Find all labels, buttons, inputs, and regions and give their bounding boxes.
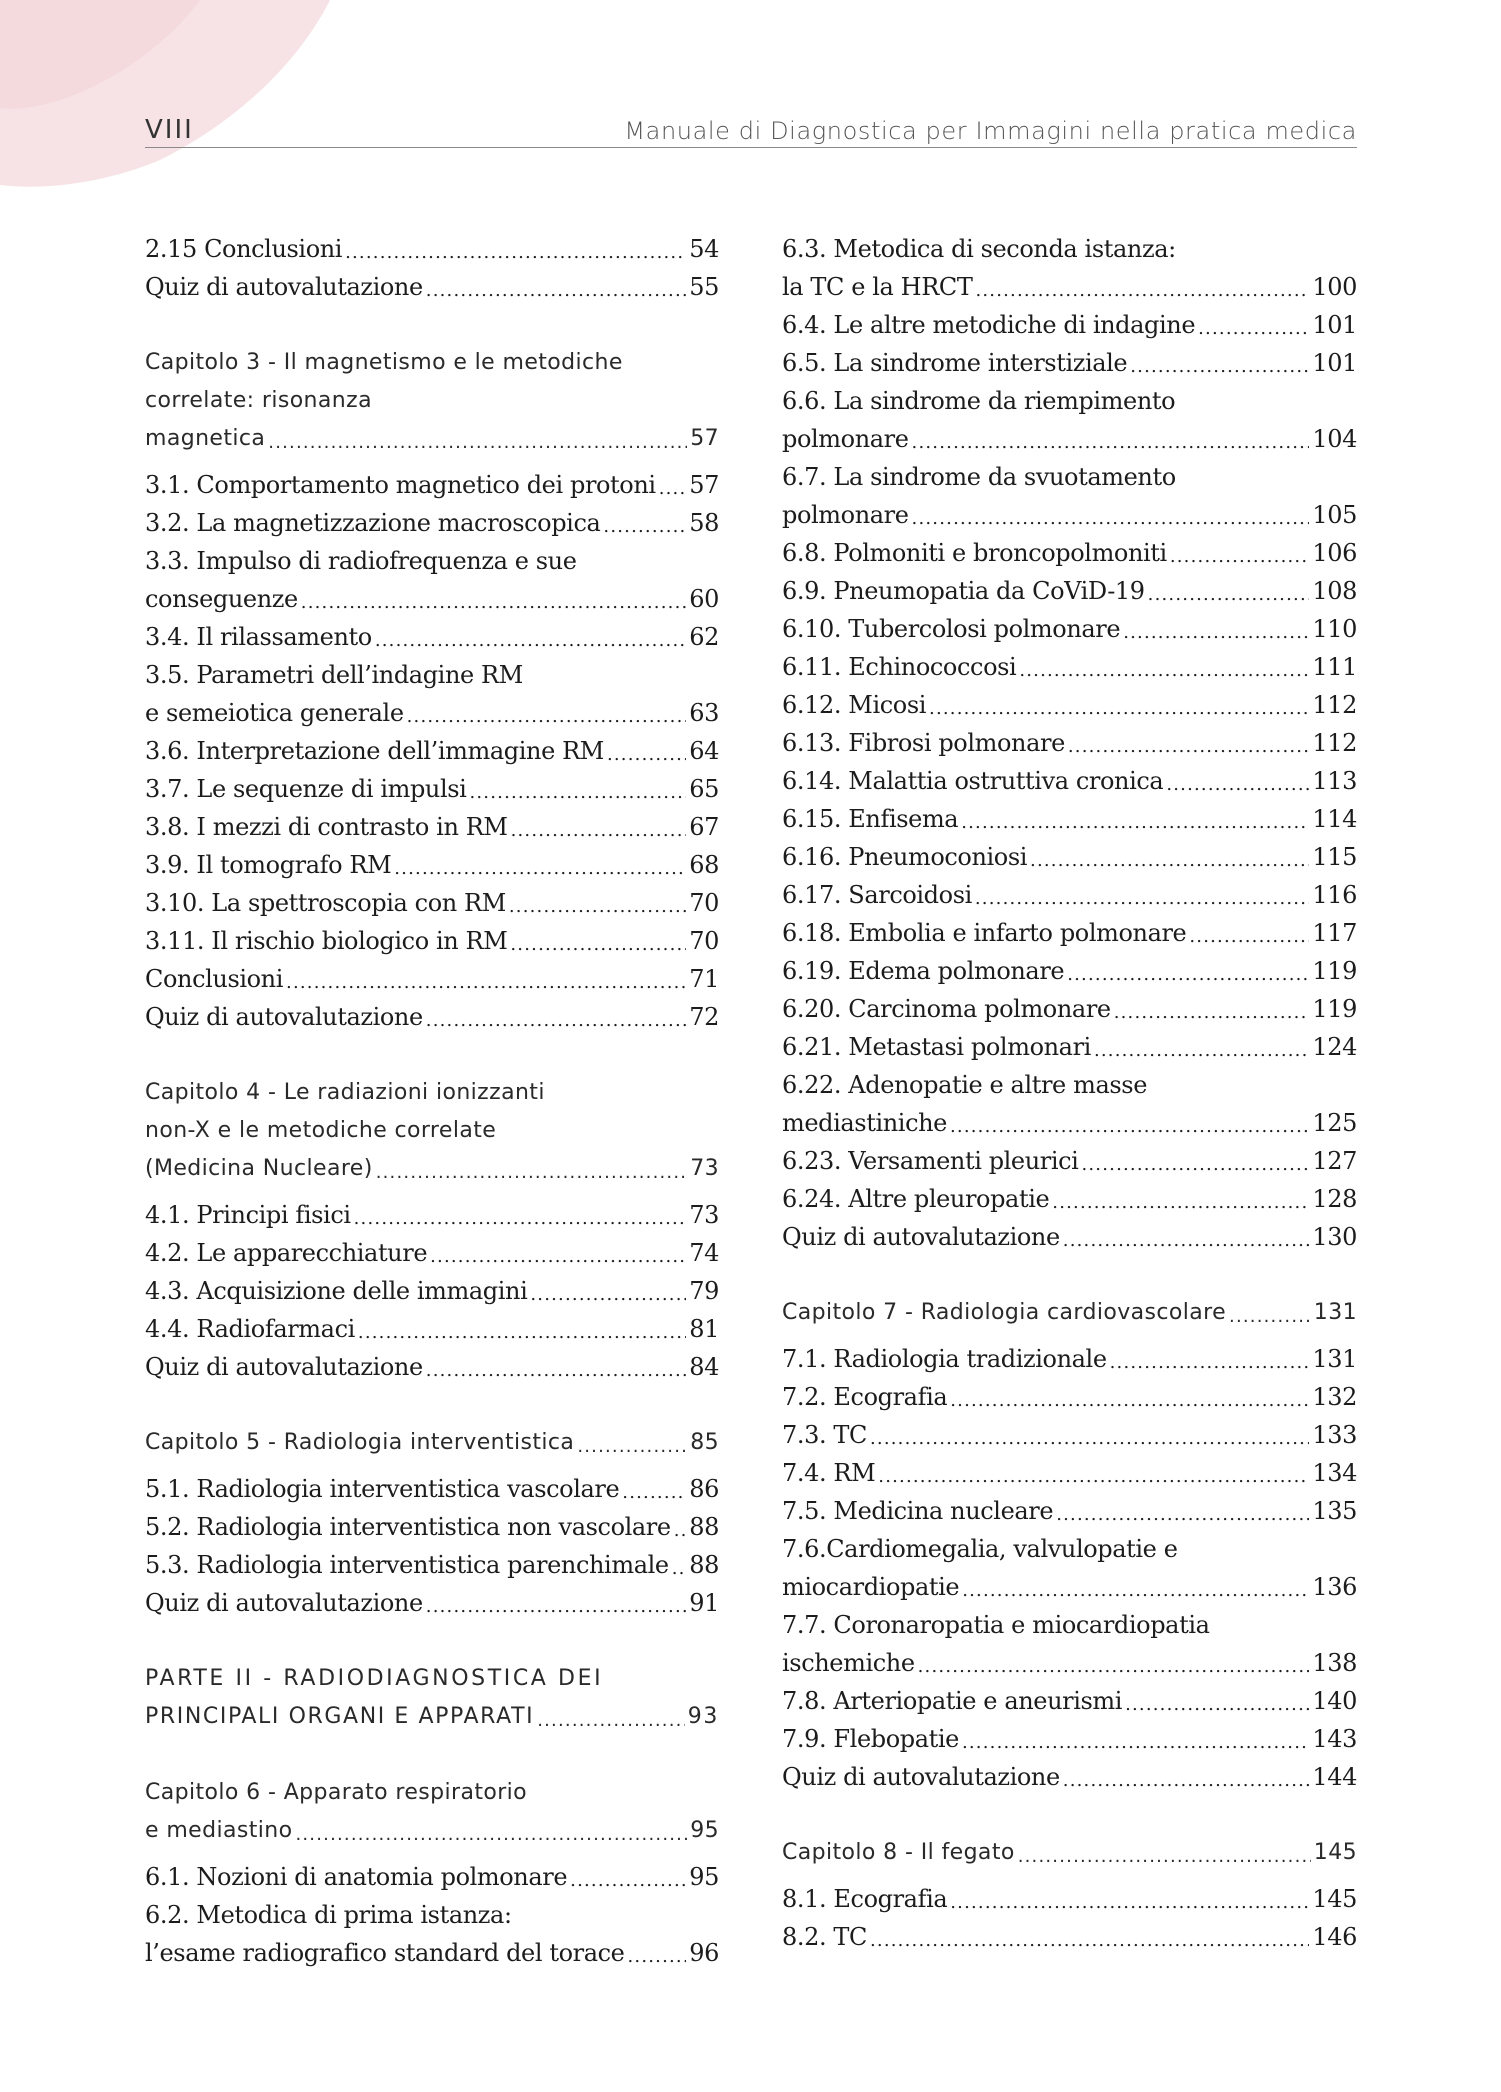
toc-entry: e semeiotica generale ..... 63 [145, 694, 719, 732]
toc-entry: 6.18. Embolia e infarto polmonare ..... 117 [782, 914, 1357, 952]
toc-entry: 3.1. Comportamento magnetico dei protoni ..... 57 [145, 466, 719, 504]
toc-entry: 7.9. Flebopatie ..... 143 [782, 1720, 1357, 1758]
toc-entry: 3.6. Interpretazione dell’immagine RM ..... 64 [145, 732, 719, 770]
toc-entry: l’esame radiografico standard del torace ..... 96 [145, 1934, 719, 1972]
toc-entry: conseguenze ..... 60 [145, 580, 719, 618]
toc-entry: Quiz di autovalutazione ..... 130 [782, 1218, 1357, 1256]
toc-entry: 7.3. TC ..... 133 [782, 1416, 1357, 1454]
toc-entry: 3.4. Il rilassamento ..... 62 [145, 618, 719, 656]
toc-entry: 6.19. Edema polmonare ..... 119 [782, 952, 1357, 990]
toc-entry: polmonare ..... 105 [782, 496, 1357, 534]
toc-entry: 7.7. Coronaropatia e miocardiopatia [782, 1611, 1210, 1639]
toc-entry: 2.15 Conclusioni ..... 54 [145, 230, 719, 268]
toc-entry: 6.4. Le altre metodiche di indagine ..... 101 [782, 306, 1357, 344]
toc-entry: Conclusioni ..... 71 [145, 960, 719, 998]
chapter-heading: Capitolo 3 - Il magnetismo e le metodiche [145, 350, 623, 375]
toc-entry: 5.1. Radiologia interventistica vascolare ..... 86 [145, 1470, 719, 1508]
toc-left-column [145, 230, 719, 1972]
toc-entry: 3.9. Il tomografo RM ..... 68 [145, 846, 719, 884]
chapter-heading: e mediastino ..... 95 [145, 1812, 719, 1850]
toc-entry: 6.6. La sindrome da riempimento [782, 387, 1176, 415]
toc-entry: 6.13. Fibrosi polmonare ..... 112 [782, 724, 1357, 762]
chapter-heading: (Medicina Nucleare) ..... 73 [145, 1150, 719, 1188]
toc-entry: 4.1. Principi fisici ..... 73 [145, 1196, 719, 1234]
toc-entry: 6.11. Echinococcosi ..... 111 [782, 648, 1357, 686]
toc-entry: Quiz di autovalutazione ..... 91 [145, 1584, 719, 1622]
toc-entry: 7.6.Cardiomegalia, valvulopatie e [782, 1535, 1178, 1563]
toc-entry: 6.3. Metodica di seconda istanza: [782, 235, 1176, 263]
part-heading: PRINCIPALI ORGANI E APPARATI ..... 93 [145, 1698, 719, 1736]
toc-entry: polmonare ..... 104 [782, 420, 1357, 458]
chapter-heading: Capitolo 5 - Radiologia interventistica ..... 85 [145, 1424, 719, 1462]
toc-entry: 5.2. Radiologia interventistica non vascolare ..... 88 [145, 1508, 719, 1546]
toc-entry: 6.5. La sindrome interstiziale ..... 101 [782, 344, 1357, 382]
toc-entry: 6.17. Sarcoidosi ..... 116 [782, 876, 1357, 914]
toc-entry: 5.3. Radiologia interventistica parenchimale ..... 88 [145, 1546, 719, 1584]
toc-entry: 6.1. Nozioni di anatomia polmonare ..... 95 [145, 1858, 719, 1896]
toc-entry: 6.10. Tubercolosi polmonare ..... 110 [782, 610, 1357, 648]
toc-entry: 6.14. Malattia ostruttiva cronica ..... 113 [782, 762, 1357, 800]
toc-entry: Quiz di autovalutazione ..... 144 [782, 1758, 1357, 1796]
chapter-heading: Capitolo 8 - Il fegato ..... 145 [782, 1834, 1357, 1872]
toc-entry: 7.4. RM ..... 134 [782, 1454, 1357, 1492]
toc-right-column [782, 230, 1357, 1956]
toc-entry: 3.2. La magnetizzazione macroscopica ..... 58 [145, 504, 719, 542]
toc-entry: 7.5. Medicina nucleare ..... 135 [782, 1492, 1357, 1530]
toc-entry: 6.12. Micosi ..... 112 [782, 686, 1357, 724]
toc-entry: 3.8. I mezzi di contrasto in RM ..... 67 [145, 808, 719, 846]
chapter-heading: non-X e le metodiche correlate [145, 1118, 497, 1143]
toc-entry: 3.10. La spettroscopia con RM ..... 70 [145, 884, 719, 922]
toc-entry: 6.8. Polmoniti e broncopolmoniti ..... 106 [782, 534, 1357, 572]
toc-entry: Quiz di autovalutazione ..... 72 [145, 998, 719, 1036]
chapter-heading: Capitolo 7 - Radiologia cardiovascolare ..... 131 [782, 1294, 1357, 1332]
running-title: Manuale di Diagnostica per Immagini nella pratica medica [624, 117, 1357, 145]
chapter-heading: Capitolo 6 - Apparato respiratorio [145, 1780, 528, 1805]
chapter-heading: correlate: risonanza [145, 388, 372, 413]
toc-entry: 3.7. Le sequenze di impulsi ..... 65 [145, 770, 719, 808]
chapter-heading: magnetica ..... 57 [145, 420, 719, 458]
chapter-heading: Capitolo 4 - Le radiazioni ionizzanti [145, 1080, 545, 1105]
toc-entry: Quiz di autovalutazione ..... 55 [145, 268, 719, 306]
toc-entry: 6.20. Carcinoma polmonare ..... 119 [782, 990, 1357, 1028]
toc-entry: 6.16. Pneumoconiosi ..... 115 [782, 838, 1357, 876]
toc-entry: 3.11. Il rischio biologico in RM ..... 70 [145, 922, 719, 960]
toc-entry: 6.22. Adenopatie e altre masse [782, 1071, 1147, 1099]
toc-entry: ischemiche ..... 138 [782, 1644, 1357, 1682]
toc-entry: 6.2. Metodica di prima istanza: [145, 1901, 512, 1929]
toc-entry: 8.1. Ecografia ..... 145 [782, 1880, 1357, 1918]
toc-entry: 7.2. Ecografia ..... 132 [782, 1378, 1357, 1416]
toc-entry: mediastiniche ..... 125 [782, 1104, 1357, 1142]
toc-entry: 4.2. Le apparecchiature ..... 74 [145, 1234, 719, 1272]
page-number: VIII [145, 115, 194, 145]
toc-entry: 7.8. Arteriopatie e aneurismi ..... 140 [782, 1682, 1357, 1720]
toc-entry: 7.1. Radiologia tradizionale ..... 131 [782, 1340, 1357, 1378]
toc-entry: 6.21. Metastasi polmonari ..... 124 [782, 1028, 1357, 1066]
toc-entry: 6.7. La sindrome da svuotamento [782, 463, 1176, 491]
toc-entry: 6.9. Pneumopatia da CoViD-19 ..... 108 [782, 572, 1357, 610]
toc-entry: Quiz di autovalutazione ..... 84 [145, 1348, 719, 1386]
toc-entry: 6.15. Enfisema ..... 114 [782, 800, 1357, 838]
part-heading: PARTE II - RADIODIAGNOSTICA DEI [145, 1666, 604, 1691]
toc-entry: 3.3. Impulso di radiofrequenza e sue [145, 547, 577, 575]
toc-entry: la TC e la HRCT ..... 100 [782, 268, 1357, 306]
toc-entry: 6.23. Versamenti pleurici ..... 127 [782, 1142, 1357, 1180]
toc-entry: 6.24. Altre pleuropatie ..... 128 [782, 1180, 1357, 1218]
toc-entry: 3.5. Parametri dell’indagine RM [145, 661, 523, 689]
toc-entry: 8.2. TC ..... 146 [782, 1918, 1357, 1956]
toc-entry: miocardiopatie ..... 136 [782, 1568, 1357, 1606]
page-header [145, 115, 1357, 148]
toc-entry: 4.4. Radiofarmaci ..... 81 [145, 1310, 719, 1348]
corner-decoration [0, 0, 340, 190]
toc-entry: 4.3. Acquisizione delle immagini ..... 79 [145, 1272, 719, 1310]
